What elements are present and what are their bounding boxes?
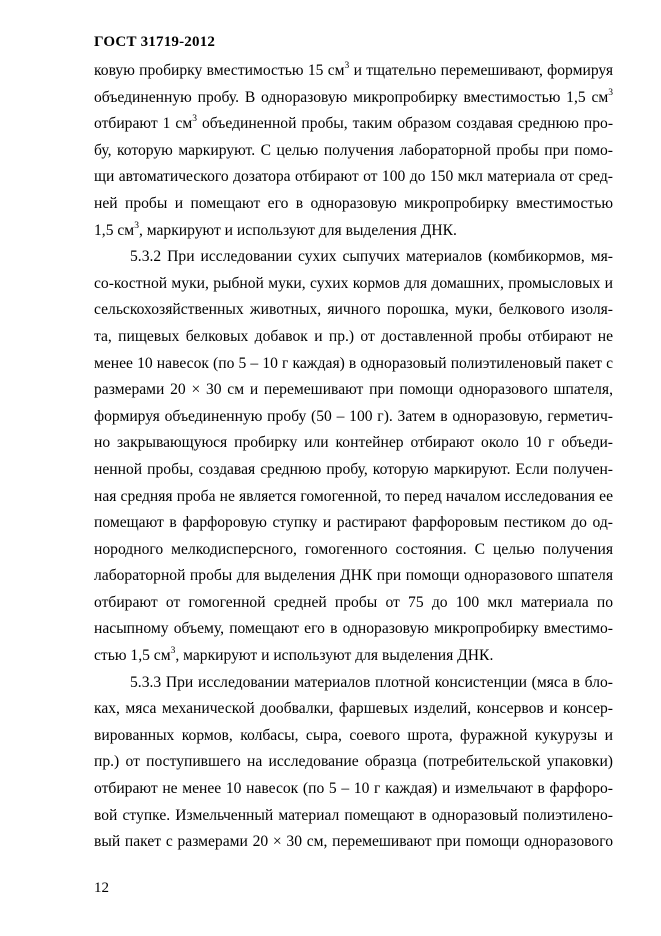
text-segment: вированных кормов, колбасы, сыра, соевого шрота, фуражной кукурузы и: [94, 726, 613, 744]
text-segment: отбирают от гомогенной средней пробы от 75 до 100 мкл материала по: [94, 593, 613, 611]
text-line: [94, 351, 613, 378]
superscript: 3: [192, 114, 197, 125]
text-line: [94, 696, 613, 723]
text-line: [94, 749, 613, 776]
text-segment: сельскохозяйственных животных, яичного порошка, муки, белкового изоля-: [94, 301, 613, 319]
text-line: [94, 430, 613, 457]
text-line: [94, 563, 613, 590]
text-line: [94, 829, 613, 856]
text-segment: ная средняя проба не является гомогенной, то перед началом исследования ее: [94, 487, 613, 505]
superscript: 3: [608, 87, 613, 98]
text-line: [94, 457, 613, 484]
text-segment: лабораторной пробы для выделения ДНК при помощи одноразового шпателя: [94, 567, 613, 585]
text-line: [94, 218, 613, 245]
text-segment: менее 10 навесок (по 5 – 10 г каждая) в одноразовый полиэтиленовый пакет с: [94, 354, 613, 372]
document-body: [94, 58, 613, 856]
superscript: 3: [344, 61, 350, 71]
text-line: [94, 484, 613, 511]
text-segment: , маркируют и используют для выделения ДНК.: [138, 221, 457, 239]
document-header: ГОСТ 31719-2012: [94, 34, 216, 50]
text-segment: со-костной муки, рыбной муки, сухих кормов для домашних, промысловых и: [94, 274, 613, 292]
text-segment: нородного мелкодисперсного, гомогенного состояния. С целью получения: [94, 540, 613, 558]
text-segment: щи автоматического дозатора отбирают от 100 до 150 мкл материала от сред-: [94, 168, 613, 186]
text-line: [94, 510, 613, 537]
text-segment: отбирают не менее 10 навесок (по 5 – 10 г каждая) и измельчают в фарфоро-: [94, 780, 613, 798]
text-line: [94, 377, 613, 404]
text-segment: объединенную пробу. В одноразовую микропробирку вместимостью 1,5 см: [94, 88, 609, 106]
text-line: [94, 58, 613, 85]
text-line: [94, 616, 613, 643]
text-segment: , маркируют и используют для выделения ДНК.: [175, 647, 494, 665]
text-line: [94, 537, 613, 564]
text-segment: вый пакет с размерами 20 × 30 см, перемешивают при помощи одноразового: [94, 833, 613, 851]
text-line: [94, 723, 613, 750]
text-line: [94, 776, 613, 803]
text-segment: 5.3.3 При исследовании материалов плотной консистенции (мяса в бло-: [130, 673, 613, 691]
text-segment: ненной пробы, создавая среднюю пробу, которую маркируют. Если получен-: [94, 460, 613, 478]
text-segment: 1,5 см: [94, 221, 135, 239]
text-segment: ках, мяса механической дообвалки, фаршевых изделий, консервов и консер-: [94, 700, 613, 718]
text-line: [94, 271, 613, 298]
text-segment: та, пищевых белковых добавок и пр.) от доставленной пробы отбирают не: [94, 327, 613, 345]
text-segment: помещают в фарфоровую ступку и растирают фарфоровым пестиком до од-: [94, 514, 613, 532]
text-line: [94, 404, 613, 431]
text-segment: стью 1,5 см: [94, 647, 171, 665]
text-segment: и тщательно перемешивают, формируя: [349, 62, 613, 79]
text-segment: ней пробы и помещают его в одноразовую микропробирку вместимостью: [94, 194, 613, 212]
text-line: [94, 191, 613, 218]
text-segment: ковую пробирку вместимостью 15 см: [94, 62, 345, 79]
text-segment: объединенной пробы, таким образом создавая среднюю про-: [196, 115, 614, 133]
text-line: [94, 590, 613, 617]
text-segment: насыпному объему, помещают его в одноразовую микропробирку вместимо-: [94, 620, 613, 638]
text-line: [94, 244, 613, 271]
text-segment: формируя объединенную пробу (50 – 100 г). Затем в одноразовую, герметич-: [94, 407, 613, 425]
text-line: [94, 803, 613, 830]
text-line: [94, 164, 613, 191]
page-number: 12: [94, 880, 109, 896]
text-segment: бу, которую маркируют. С целью получения лабораторной пробы при помо-: [94, 141, 613, 159]
text-segment: но закрывающуюся пробирку или контейнер отбирают около 10 г объеди-: [94, 434, 613, 452]
text-segment: размерами 20 × 30 см и перемешивают при помощи одноразового шпателя,: [94, 381, 613, 399]
text-segment: пр.) от поступившего на исследование образца (потребительской упаковки): [94, 753, 613, 771]
text-segment: вой ступке. Измельченный материал помещают в одноразовый полиэтилено-: [94, 806, 613, 824]
text-line: [94, 670, 613, 697]
superscript: 3: [170, 646, 176, 657]
text-segment: 5.3.2 При исследовании сухих сыпучих материалов (комбикормов, мя-: [130, 248, 613, 266]
text-line: [94, 85, 613, 112]
text-line: [94, 324, 613, 351]
text-segment: отбирают 1 см: [94, 115, 193, 133]
text-line: [94, 111, 613, 138]
text-line: [94, 643, 613, 670]
text-line: [94, 138, 613, 165]
superscript: 3: [134, 220, 139, 231]
text-line: [94, 297, 613, 324]
